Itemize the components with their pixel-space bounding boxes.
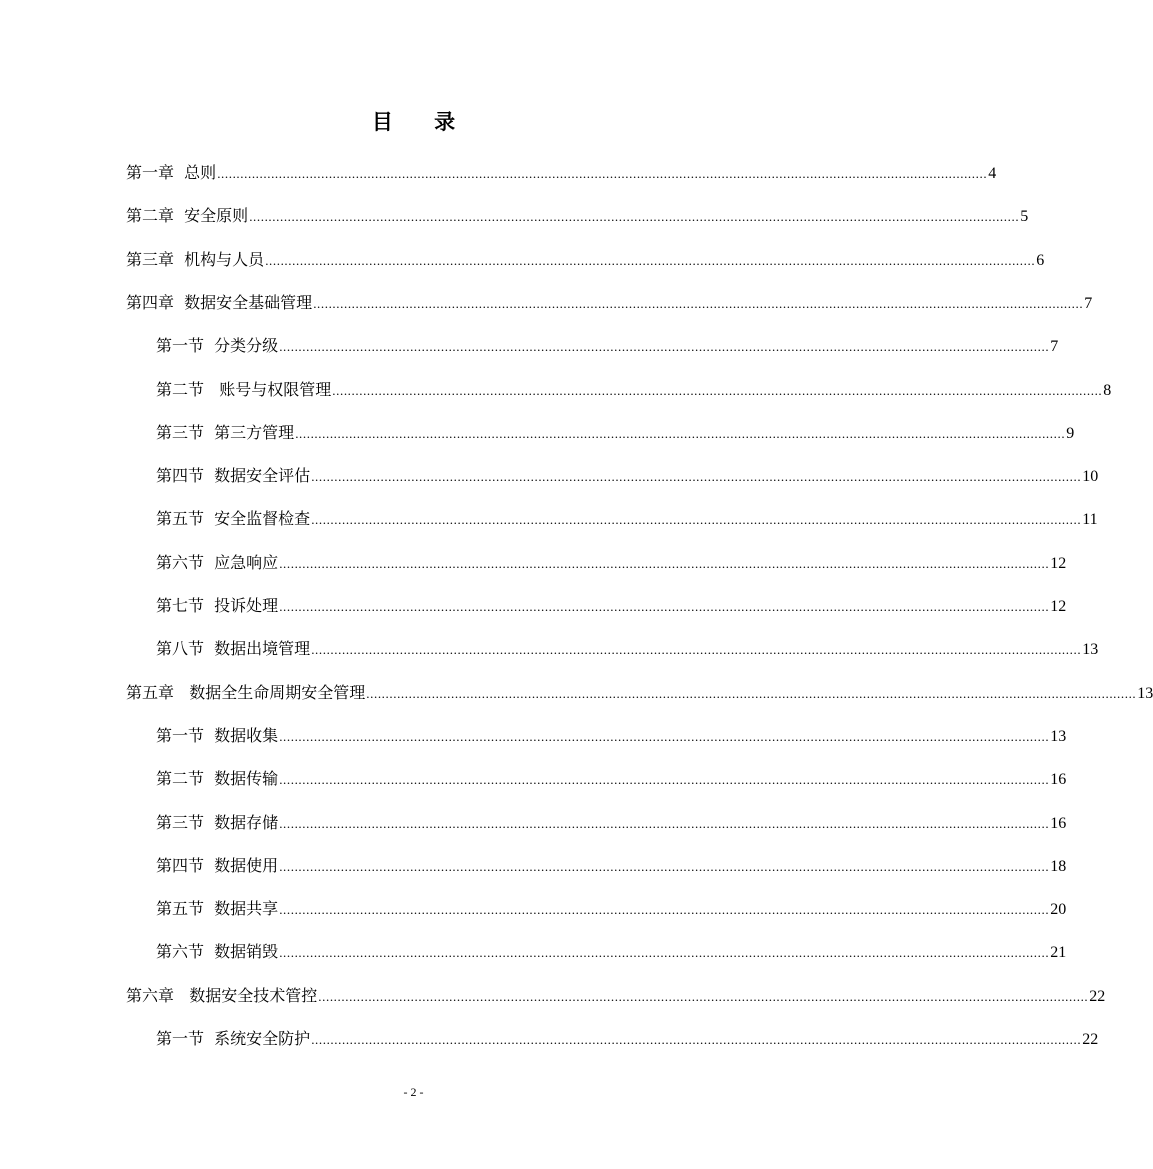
toc-entry-label: 第二章 安全原则	[126, 206, 249, 226]
toc-dot-leader: ........................................................................................................................................................................................................	[279, 555, 1050, 571]
toc-entry-label: 第六节 应急响应	[156, 552, 279, 572]
toc-dot-leader: ........................................................................................................................................................................................................	[313, 295, 1084, 311]
toc-entry-label: 第五节 安全监督检查	[156, 509, 311, 529]
toc-section-entry[interactable]	[156, 808, 1067, 838]
toc-dot-leader: ........................................................................................................................................................................................................	[279, 815, 1050, 831]
toc-section-entry[interactable]	[156, 894, 1067, 924]
toc-entry-page: 13	[1137, 684, 1153, 702]
toc-entry-label: 第五节 数据共享	[156, 899, 279, 919]
toc-entry-label: 第三节 数据存储	[156, 812, 279, 832]
toc-dot-leader: ........................................................................................................................................................................................................	[311, 1032, 1082, 1047]
toc-dot-leader: ........................................................................................................................................................................................................	[279, 945, 1050, 961]
toc-section-entry[interactable]	[156, 331, 1059, 361]
toc-chapter-entry[interactable]	[126, 288, 1093, 318]
toc-entry-page: 5	[1020, 208, 1029, 226]
toc-entry-page: 22	[1089, 987, 1106, 1005]
toc-section-entry[interactable]	[156, 548, 1067, 578]
toc-dot-leader: ........................................................................................................................................................................................................	[265, 252, 1036, 268]
toc-entry-page: 11	[1082, 511, 1098, 529]
toc-entry-label: 第三节 第三方管理	[156, 422, 295, 442]
toc-entry-label: 第四节 数据使用	[156, 855, 279, 875]
toc-entry-label: 第二节 账号与权限管理	[156, 379, 332, 399]
toc-section-entry[interactable]	[156, 504, 1098, 534]
toc-dot-leader: ........................................................................................................................................................................................................	[311, 469, 1082, 485]
toc-entry-page: 10	[1082, 468, 1099, 486]
toc-entry-label: 第一节 分类分级	[156, 336, 279, 356]
toc-title: 目 录	[371, 109, 473, 134]
toc-chapter-entry[interactable]	[126, 245, 1045, 275]
toc-entry-page: 7	[1084, 294, 1093, 312]
toc-entry-label: 第八节 数据出境管理	[156, 639, 311, 659]
toc-section-entry[interactable]	[156, 721, 1067, 751]
toc-entry-page: 13	[1050, 727, 1067, 745]
toc-dot-leader: ........................................................................................................................................................................................................	[366, 685, 1137, 701]
toc-entry-label: 第一节 数据收集	[156, 725, 279, 745]
toc-dot-leader: ........................................................................................................................................................................................................	[279, 772, 1050, 788]
toc-entry-page: 6	[1036, 251, 1045, 269]
toc-section-entry[interactable]	[156, 375, 1112, 405]
toc-entry-page: 8	[1103, 381, 1112, 399]
toc-entry-page: 16	[1050, 771, 1067, 789]
toc-section-entry[interactable]	[156, 1024, 1099, 1054]
toc-entry-page: 20	[1050, 901, 1067, 919]
toc-dot-leader: ........................................................................................................................................................................................................	[311, 512, 1082, 528]
toc-entry-page: 18	[1050, 857, 1067, 875]
toc-entry-label: 第三章 机构与人员	[126, 249, 265, 269]
toc-section-entry[interactable]	[156, 764, 1067, 794]
toc-section-entry[interactable]	[156, 418, 1075, 448]
toc-entry-page: 4	[988, 165, 997, 182]
toc-dot-leader: ........................................................................................................................................................................................................	[279, 858, 1050, 874]
toc-entry-label: 第一章 总则	[126, 163, 217, 182]
toc-chapter-entry[interactable]	[126, 678, 1153, 708]
toc-entry-label: 第四节 数据安全评估	[156, 466, 311, 486]
toc-dot-leader: ........................................................................................................................................................................................................	[311, 642, 1082, 658]
toc-entry-label: 第四章 数据安全基础管理	[126, 292, 313, 312]
toc-chapter-entry[interactable]	[126, 201, 1029, 231]
toc-section-entry[interactable]	[156, 937, 1067, 967]
toc-dot-leader: ........................................................................................................................................................................................................	[295, 425, 1066, 441]
toc-chapter-entry[interactable]	[126, 158, 997, 188]
toc-entry-page: 7	[1050, 338, 1059, 356]
toc-entry-label: 第二节 数据传输	[156, 769, 279, 789]
toc-entry-page: 16	[1050, 814, 1067, 832]
toc-entry-page: 9	[1066, 424, 1075, 442]
toc-entry-label: 第五章 数据全生命周期安全管理	[126, 682, 366, 702]
toc-chapter-entry[interactable]	[126, 981, 1106, 1011]
toc-dot-leader: ........................................................................................................................................................................................................	[279, 728, 1050, 744]
toc-dot-leader: ........................................................................................................................................................................................................	[332, 382, 1103, 398]
page-number: - 2 -	[403, 1085, 424, 1099]
toc-dot-leader: ........................................................................................................................................................................................................	[279, 902, 1050, 918]
toc-dot-leader: ........................................................................................................................................................................................................	[279, 599, 1050, 614]
toc-section-entry[interactable]	[156, 634, 1099, 664]
toc-entry-page: 21	[1050, 944, 1067, 962]
toc-entry-label: 第七节 投诉处理	[156, 596, 279, 615]
toc-entry-label: 第六节 数据销毁	[156, 942, 279, 962]
toc-section-entry[interactable]	[156, 591, 1067, 621]
toc-dot-leader: ........................................................................................................................................................................................................	[217, 166, 988, 181]
toc-entry-label: 第一节 系统安全防护	[156, 1029, 311, 1048]
toc-dot-leader: ........................................................................................................................................................................................................	[279, 339, 1050, 355]
toc-dot-leader: ........................................................................................................................................................................................................	[249, 209, 1020, 225]
toc-entry-page: 22	[1082, 1031, 1099, 1048]
toc-dot-leader: ........................................................................................................................................................................................................	[318, 988, 1089, 1004]
toc-entry-label: 第六章 数据安全技术管控	[126, 985, 318, 1005]
toc-section-entry[interactable]	[156, 461, 1099, 491]
toc-entry-page: 12	[1050, 554, 1067, 572]
toc-entry-page: 13	[1082, 641, 1099, 659]
toc-entry-page: 12	[1050, 598, 1067, 615]
toc-section-entry[interactable]	[156, 851, 1067, 881]
